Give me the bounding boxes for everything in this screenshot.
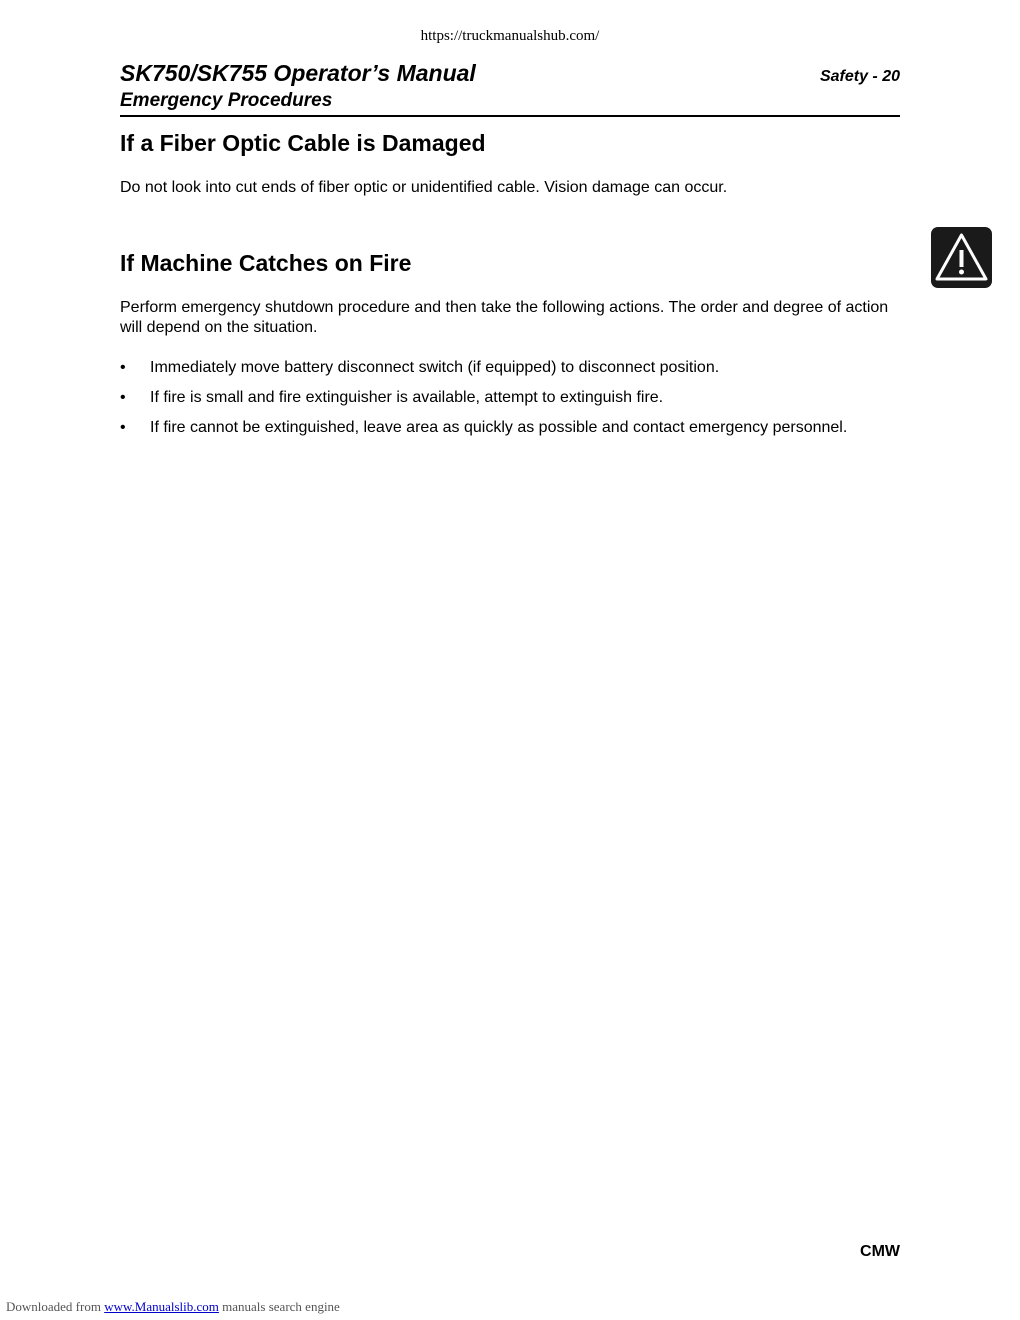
list-item [120, 418, 900, 438]
fire-action-list [120, 358, 900, 448]
fiber-text: Do not look into cut ends of fiber optic or unidentified cable. Vision damage can occur. [120, 179, 728, 196]
list-item-text: If fire is small and fire extinguisher is available, attempt to extinguish fire. [150, 389, 664, 406]
top-url: https://truckmanualshub.com/ [420, 28, 600, 44]
section-title: Emergency Procedures [120, 90, 333, 111]
download-attribution [6, 1299, 340, 1315]
list-item [120, 358, 900, 378]
page-label: Safety - 20 [819, 68, 900, 85]
bullet-marker: • [120, 419, 126, 436]
manual-title: SK750/SK755 Operator’s Manual [120, 60, 476, 86]
warning-triangle-icon [931, 227, 992, 288]
fiber-heading: If a Fiber Optic Cable is Damaged [120, 130, 486, 156]
header-divider [120, 115, 900, 117]
download-prefix: Downloaded from [6, 1299, 105, 1314]
list-item-text: Immediately move battery disconnect switch (if equipped) to disconnect position. [150, 359, 720, 376]
download-suffix: manuals search engine [218, 1299, 340, 1314]
footer-code: CMW [860, 1243, 900, 1260]
list-item [120, 388, 900, 408]
fire-heading: If Machine Catches on Fire [120, 250, 412, 276]
bullet-marker: • [120, 359, 126, 376]
fire-intro: Perform emergency shutdown procedure and then take the following actions. The order and degree of action will depend on the situation. [120, 299, 889, 336]
bullet-marker: • [120, 389, 126, 406]
list-item-text: If fire cannot be extinguished, leave area as quickly as possible and contact emergency personnel. [150, 419, 848, 436]
manualslib-link[interactable]: www.Manualslib.com [104, 1299, 219, 1314]
